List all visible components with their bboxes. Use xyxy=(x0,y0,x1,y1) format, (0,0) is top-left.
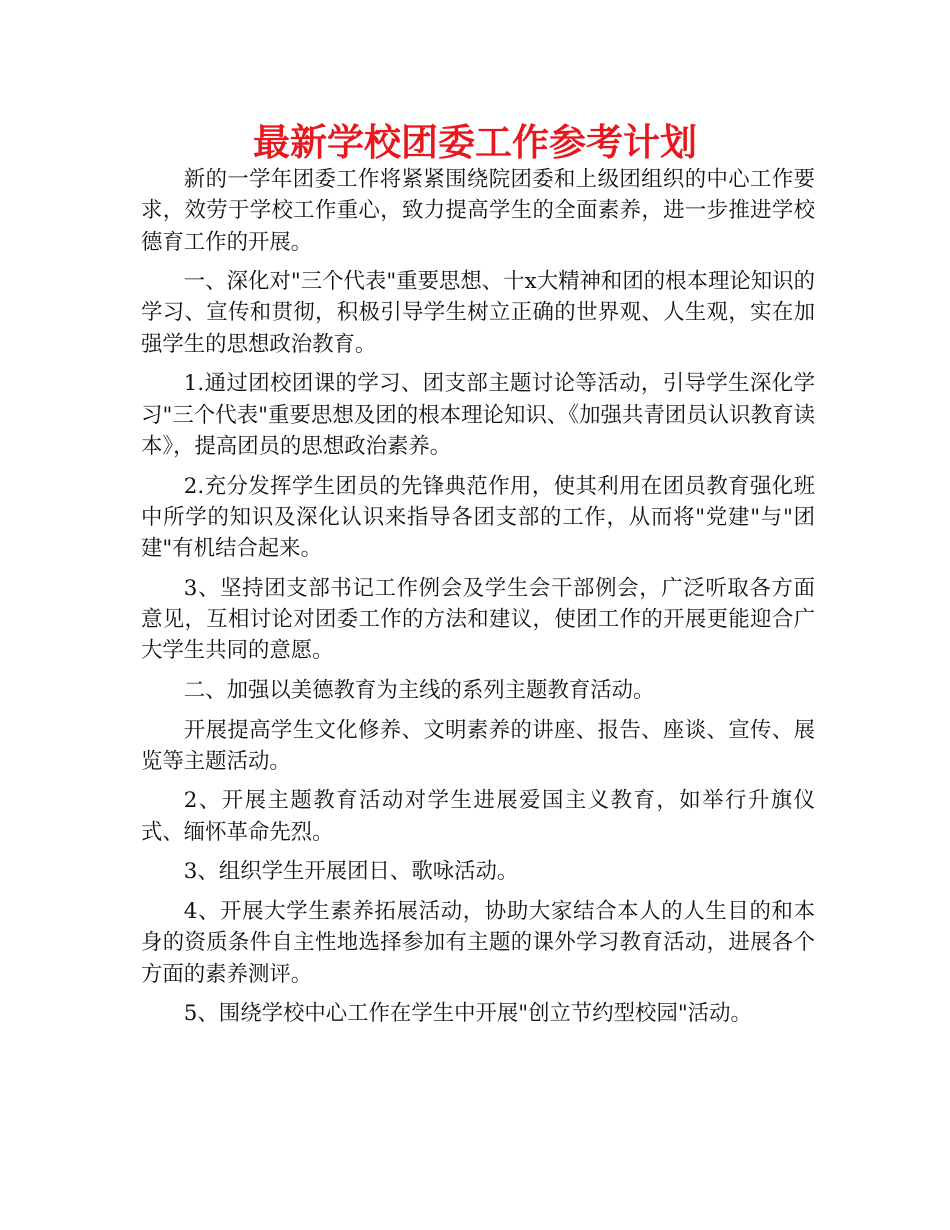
paragraph-item-1-3: 3、坚持团支部书记工作例会及学生会干部例会，广泛听取各方面意见，互相讨论对团委工作的方法和建议，使团工作的开展更能迎合广大学生共同的意愿。 xyxy=(141,575,815,664)
paragraph-item-2-4: 4、开展大学生素养拓展活动，协助大家结合本人的人生目的和本身的资质条件自主性地选择参加有主题的课外学习教育活动，进展各个方面的素养测评。 xyxy=(141,898,815,987)
paragraph-item-2-2: 2、开展主题教育活动对学生进展爱国主义教育，如举行升旗仪式、缅怀革命先烈。 xyxy=(141,788,815,845)
paragraph-item-1-2: 2.充分发挥学生团员的先锋典范作用，使其利用在团员教育强化班中所学的知识及深化认识来指导各团支部的工作，从而将"党建"与"团建"有机结合起来。 xyxy=(141,473,815,562)
paragraph-item-1-1: 1.通过团校团课的学习、团支部主题讨论等活动，引导学生深化学习"三个代表"重要思想及团的根本理论知识、《加强共青团员认识教育读本》，提高团员的思想政治素养。 xyxy=(141,371,815,459)
document-body xyxy=(141,164,815,1038)
paragraph-item-2-3: 3、组织学生开展团日、歌咏活动。 xyxy=(183,859,519,885)
paragraph-section-2: 二、加强以美德教育为主线的系列主题教育活动。 xyxy=(183,677,655,703)
paragraph-section-1: 一、深化对"三个代表"重要思想、十x大精神和团的根本理论知识的学习、宣传和贯彻，积极引导学生树立正确的世界观、人生观，实在加强学生的思想政治教育。 xyxy=(141,269,815,357)
paragraph-item-2-5: 5、围绕学校中心工作在学生中开展"创立节约型校园"活动。 xyxy=(183,1001,752,1027)
paragraph-item-2-1: 开展提高学生文化修养、文明素养的讲座、报告、座谈、宣传、展览等主题活动。 xyxy=(141,717,815,774)
document-title: 最新学校团委工作参考计划 xyxy=(253,121,697,164)
paragraph-intro: 新的一学年团委工作将紧紧围绕院团委和上级团组织的中心工作要求，效劳于学校工作重心，致力提高学生的全面素养，进一步推进学校德育工作的开展。 xyxy=(141,167,815,255)
